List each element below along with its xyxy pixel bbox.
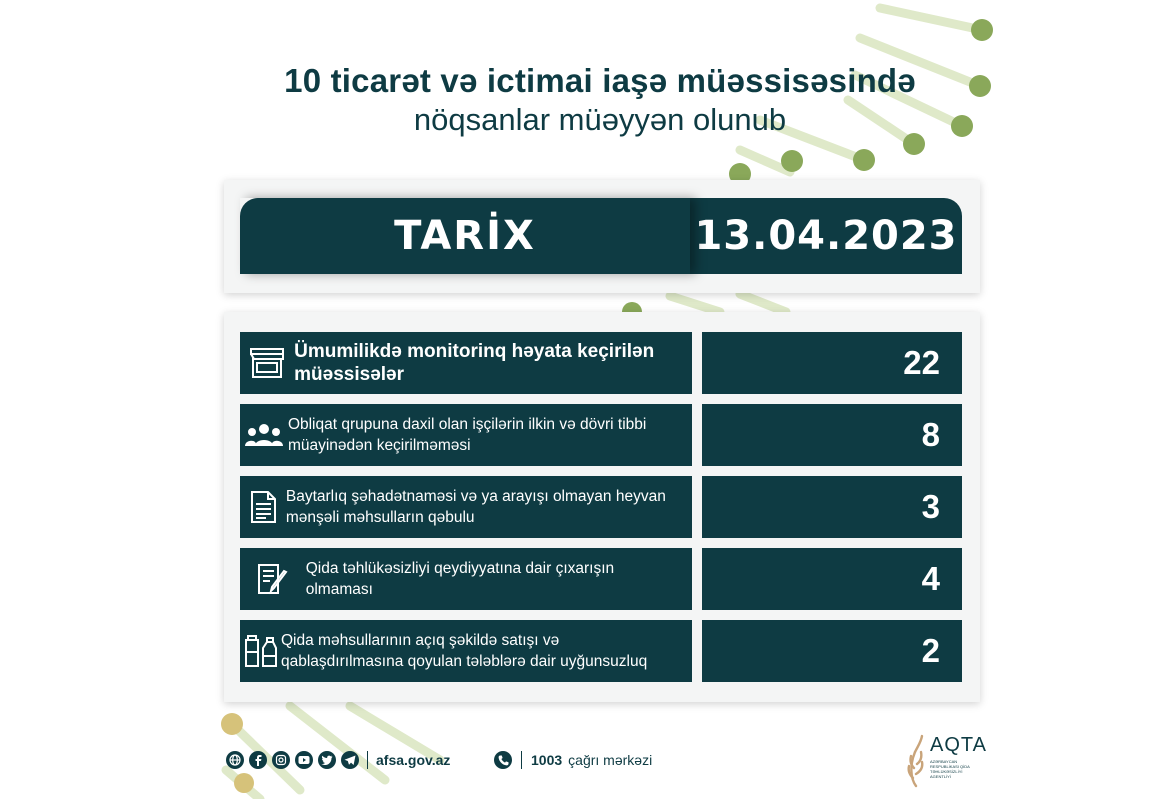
stat-row-label <box>240 404 692 466</box>
stat-row-text: Baytarlıq şəhadətnaməsi və ya arayışı olmayan heyvan mənşəli məhsulların qəbulu <box>285 488 666 526</box>
stat-row-text: Qida təhlükəsizliyi qeydiyyatına dair çıxarışın olmaması <box>305 560 615 598</box>
twitter-icon[interactable] <box>318 751 336 769</box>
globe-icon[interactable] <box>226 751 244 769</box>
stat-row-value: 22 <box>702 332 962 394</box>
telegram-icon[interactable] <box>341 751 359 769</box>
stat-row-value: 3 <box>702 476 962 538</box>
phone-icon <box>494 751 512 769</box>
stat-row-registration <box>240 548 962 610</box>
footer-divider <box>521 751 522 769</box>
youtube-icon[interactable] <box>295 751 313 769</box>
website-link[interactable]: afsa.gov.az <box>376 752 451 768</box>
hotline <box>494 751 652 769</box>
stat-row-text: Obliqat qrupuna daxil olan işçilərin ilkin və dövri tibbi müayinədən keçirilməməsi <box>287 416 647 454</box>
stat-row-value: 2 <box>702 620 962 682</box>
headline-line-2: nöqsanlar müəyyən olunub <box>413 102 787 137</box>
stats-card <box>224 312 980 702</box>
date-card <box>224 180 980 293</box>
headline-line-1: 10 ticarət və ictimai iaşə müəssisəsində <box>284 62 916 99</box>
stat-row-label <box>240 476 692 538</box>
hotline-number[interactable]: 1003 <box>531 752 563 768</box>
stat-row-total-monitored <box>240 332 962 394</box>
stat-row-label <box>240 548 692 610</box>
hotline-label: çağrı mərkəzi <box>568 752 653 768</box>
stat-row-text: Qida məhsullarının açıq şəkildə satışı və qablaşdırılmasına qoyulan tələblərə dair uyğunsuzluq <box>281 632 648 670</box>
footer-divider <box>367 751 368 769</box>
logo-subtitle: AZƏRBAYCAN RESPUBLİKASI QİDA TƏHLÜKƏSİZLİYİ AGENTLİYİ <box>930 759 970 779</box>
food-packages-icon <box>240 634 281 668</box>
stat-row-value: 4 <box>702 548 962 610</box>
stat-row-label <box>240 332 692 394</box>
stat-row-veterinary <box>240 476 962 538</box>
people-icon <box>240 422 288 448</box>
headline <box>0 62 1171 138</box>
wheat-logo-icon <box>906 734 926 788</box>
stat-row-value: 8 <box>702 404 962 466</box>
date-label: TARİX <box>240 198 690 274</box>
store-icon <box>240 347 294 379</box>
stat-row-packaging <box>240 620 962 682</box>
document-icon <box>240 490 286 524</box>
stat-row-label <box>240 620 692 682</box>
aqta-logo <box>906 734 987 788</box>
stat-row-medical <box>240 404 962 466</box>
stat-row-text: Ümumilikdə monitorinq həyata keçirilən müəssisələr <box>294 341 655 385</box>
instagram-icon[interactable] <box>272 751 290 769</box>
facebook-icon[interactable] <box>249 751 267 769</box>
date-value: 13.04.2023 <box>694 213 958 259</box>
document-pen-icon <box>240 562 306 596</box>
social-links <box>226 751 450 769</box>
logo-name: AQTA <box>930 734 987 756</box>
date-bar <box>240 198 962 274</box>
